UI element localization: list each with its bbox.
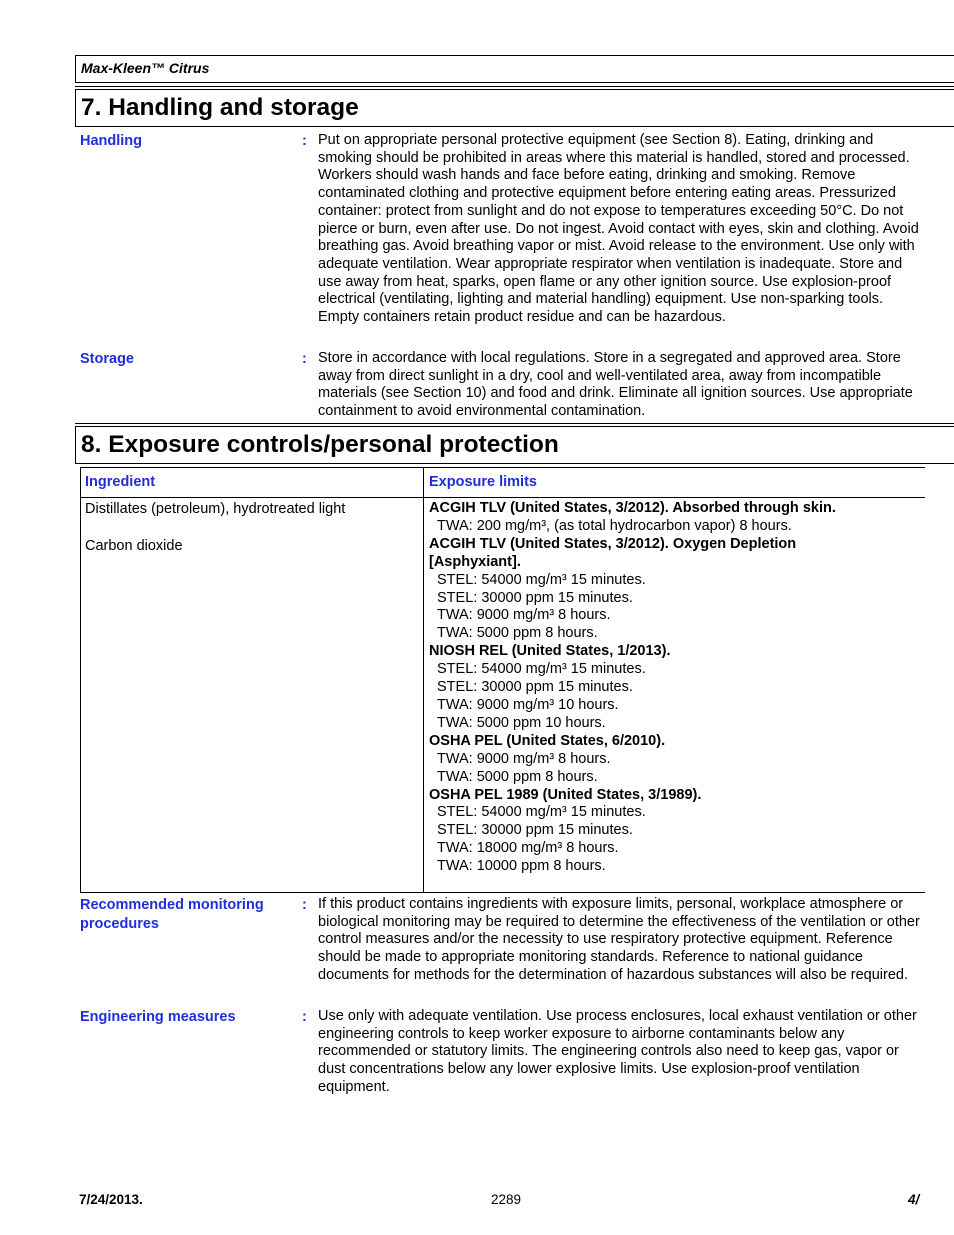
exposure-source-line: ACGIH TLV (United States, 3/2012). Absorbed through skin. bbox=[429, 500, 836, 516]
ingredient-cell: Carbon dioxide bbox=[85, 538, 183, 554]
exposure-limit-line: TWA: 9000 mg/m³ 10 hours. bbox=[437, 696, 619, 713]
table-column-divider bbox=[423, 468, 424, 892]
table-header-divider bbox=[81, 497, 925, 498]
storage-colon: : bbox=[302, 351, 307, 367]
exposure-limit-line: TWA: 200 mg/m³, (as total hydrocarbon vapor) 8 hours. bbox=[437, 517, 792, 534]
exposure-limits-table bbox=[80, 467, 925, 893]
storage-label: Storage bbox=[80, 351, 134, 367]
exposure-limit-line: TWA: 9000 mg/m³ 8 hours. bbox=[437, 750, 611, 767]
monitoring-row bbox=[80, 896, 925, 1006]
exposure-limit-line: TWA: 9000 mg/m³ 8 hours. bbox=[437, 607, 611, 624]
exposure-source-line: OSHA PEL 1989 (United States, 3/1989). bbox=[429, 786, 702, 803]
handling-text: Put on appropriate personal protective equipment (see Section 8). Eating, drinking and smoking should be prohibited in areas where this material is handled, stored and processed. Workers should wash hands and face before eating, drinking and smoking. Remove contaminated clothing and protective equipment before entering eating areas. Pressurized container: protect from sunlight and do not expose to temperatures exceeding 50°C. Do not pierce or burn, even after use. Do not ingest. Avoid contact with eyes, skin and clothing. Avoid breathing gas. Avoid breathing vapor or mist. Avoid release to the environment. Use only with adequate ventilation. Wear appropriate respirator when ventilation is inadequate. Store and use away from heat, sparks, open flame or any other ignition source. Use explosion-proof electrical (ventilating, lighting and material handling) equipment. Use non-sparking tools. Empty containers retain product residue and can be hazardous. bbox=[318, 132, 919, 326]
exposure-limit-line: TWA: 5000 ppm 8 hours. bbox=[437, 625, 598, 642]
exposure-limit-line: STEL: 30000 ppm 15 minutes. bbox=[437, 589, 633, 606]
handling-label: Handling bbox=[80, 133, 143, 149]
engineering-label: Engineering measures bbox=[80, 1009, 236, 1025]
section-7-title: 7. Handling and storage bbox=[75, 89, 954, 127]
exposure-limit-line: STEL: 30000 ppm 15 minutes. bbox=[437, 822, 633, 839]
exposure-source-line: ACGIH TLV (United States, 3/2012). Oxygen Depletion bbox=[429, 535, 797, 552]
product-name: Max-Kleen™ Citrus bbox=[81, 60, 210, 76]
exposure-limit-line: TWA: 18000 mg/m³ 8 hours. bbox=[437, 840, 619, 857]
exposure-source-line: [Asphyxiant]. bbox=[429, 553, 521, 570]
exposure-limit-line: TWA: 5000 ppm 8 hours. bbox=[437, 768, 598, 785]
column-header-ingredient: Ingredient bbox=[85, 474, 156, 490]
exposure-limit-line: STEL: 54000 mg/m³ 15 minutes. bbox=[437, 804, 646, 821]
monitoring-colon: : bbox=[302, 897, 307, 913]
exposure-limit-line: STEL: 54000 mg/m³ 15 minutes. bbox=[437, 571, 646, 588]
exposure-limit-line: TWA: 5000 ppm 10 hours. bbox=[437, 714, 606, 731]
monitoring-label: Recommended monitoring procedures bbox=[80, 897, 264, 932]
exposure-limit-line: STEL: 30000 ppm 15 minutes. bbox=[437, 679, 633, 696]
exposure-source-line: NIOSH REL (United States, 1/2013). bbox=[429, 643, 671, 660]
column-header-exposure-limits: Exposure limits bbox=[429, 474, 537, 490]
monitoring-text: If this product contains ingredients with exposure limits, personal, workplace atmosphere or biological monitoring may be required to determine the effectiveness of the ventilation or other control measures and/or the necessity to use respiratory protective equipment. Reference should be made to appropriate monitoring standards. Reference to national guidance documents for methods for the determination of hazardous substances will also be required. bbox=[318, 896, 920, 983]
exposure-limit-line: STEL: 54000 mg/m³ 15 minutes. bbox=[437, 661, 646, 678]
footer-code: 2289 bbox=[491, 1192, 522, 1207]
handling-row bbox=[80, 132, 925, 347]
section-8-title: 8. Exposure controls/personal protection bbox=[75, 426, 954, 464]
storage-row bbox=[80, 350, 925, 422]
engineering-colon: : bbox=[302, 1009, 307, 1025]
ingredient-cell: Distillates (petroleum), hydrotreated light bbox=[85, 501, 346, 517]
product-header bbox=[75, 55, 954, 83]
footer-page-number: 4/ bbox=[908, 1192, 920, 1207]
exposure-limits-cell bbox=[429, 500, 924, 876]
exposure-limit-line: TWA: 10000 ppm 8 hours. bbox=[437, 858, 606, 875]
engineering-row bbox=[80, 1008, 925, 1100]
footer-date: 7/24/2013. bbox=[79, 1192, 143, 1207]
handling-colon: : bbox=[302, 133, 307, 149]
storage-text: Store in accordance with local regulations. Store in a segregated and approved area. Store away from direct sunlight in a dry, cool and well-ventilated area, away from incompatible materials (see Section 10) and food and drink. Eliminate all ignition sources. Use appropriate containment to avoid environmental contamination. bbox=[318, 350, 913, 420]
engineering-text: Use only with adequate ventilation. Use process enclosures, local exhaust ventilation or other engineering controls to keep worker exposure to airborne contaminants below any recommended or statutory limits. The engineering controls also need to keep gas, vapor or dust concentrations below any lower explosive limits. Use explosion-proof ventilation equipment. bbox=[318, 1008, 917, 1095]
exposure-source-line: OSHA PEL (United States, 6/2010). bbox=[429, 732, 666, 749]
